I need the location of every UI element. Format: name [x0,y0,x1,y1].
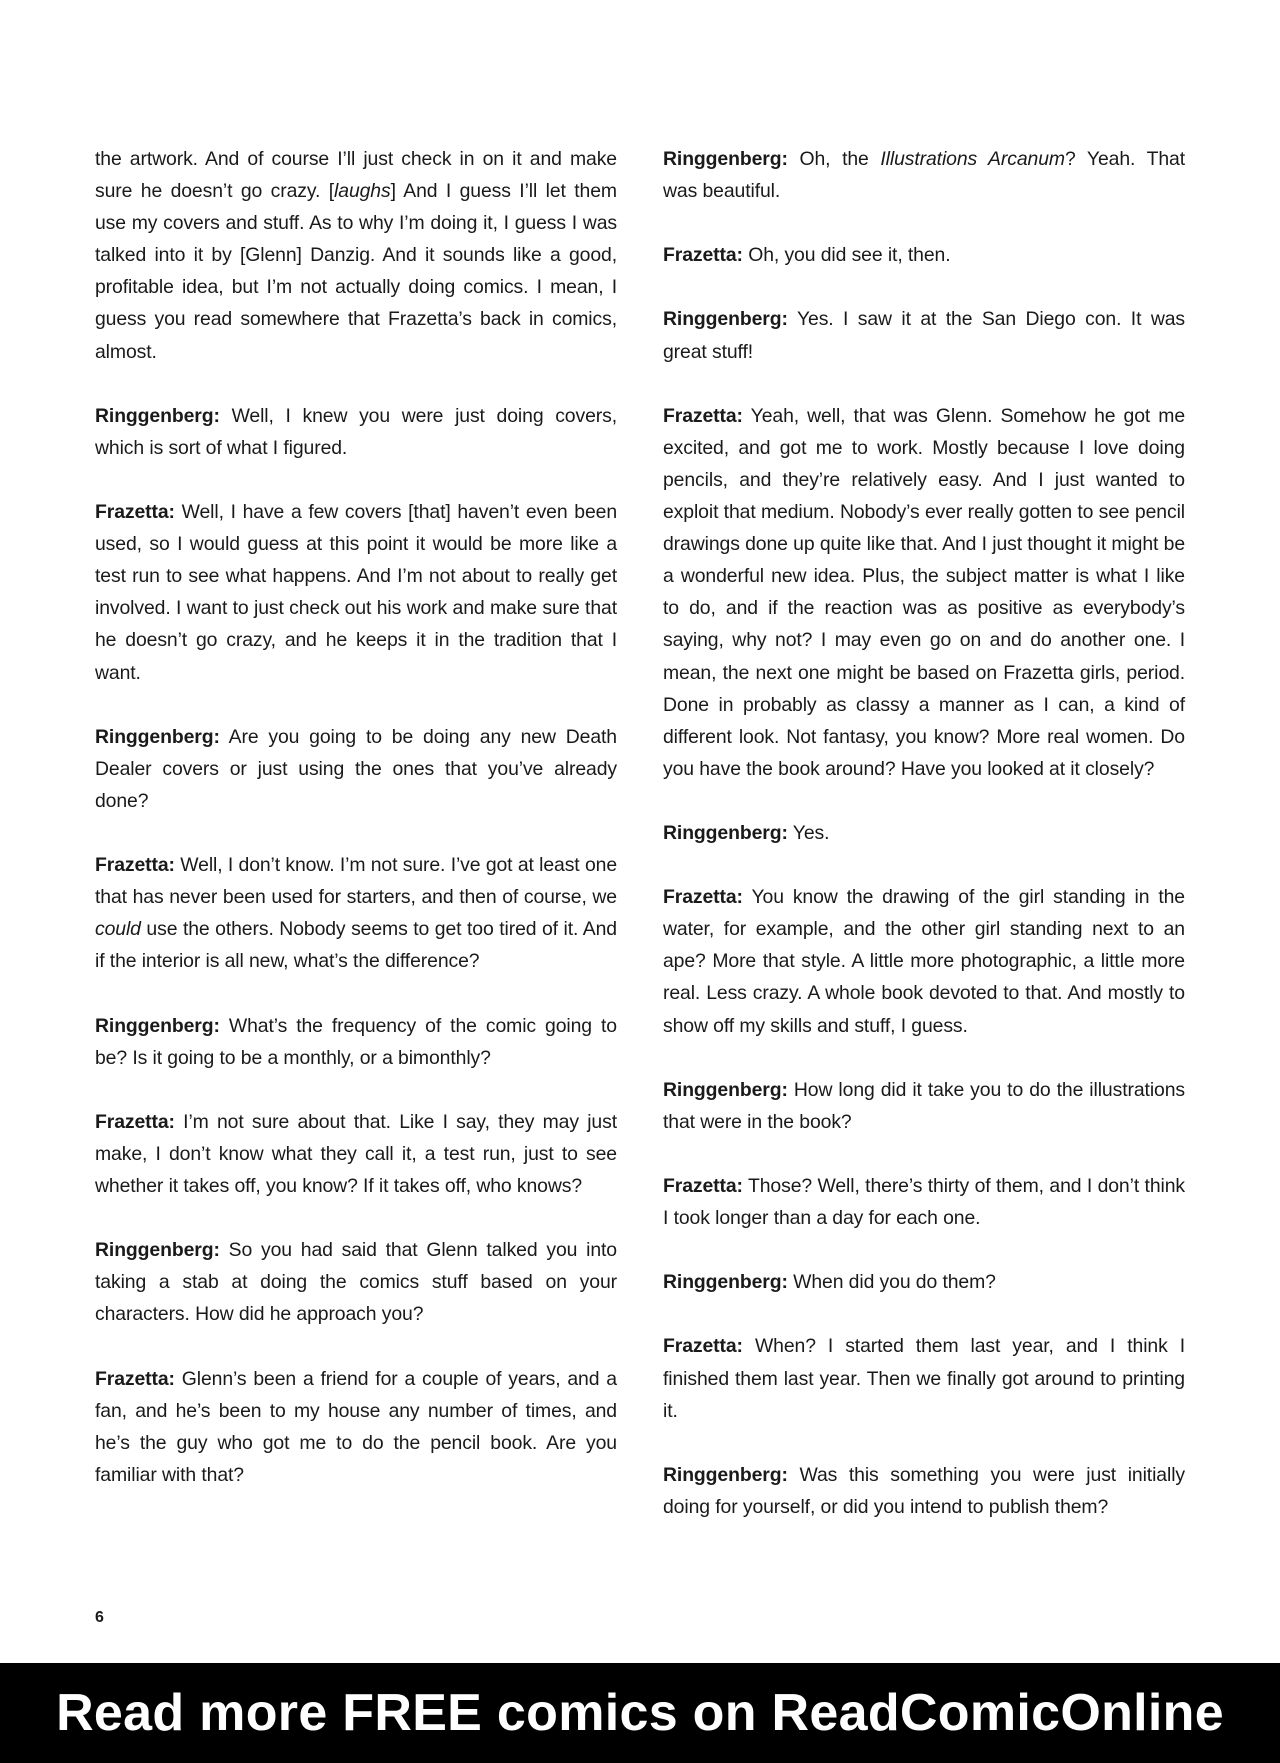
interview-paragraph [663,303,1185,367]
speaker-name: Frazetta: [663,1175,743,1197]
paragraph-text: ] And I guess I’ll let them use my covers and stuff. As to why I’m doing it, I guess I was talked into it by [Glenn] Danzig. And it sounds like a good, profitable idea, but I’m not actually doing comics. I mean, I guess you read somewhere that Frazetta’s back in comics, almost. [95,180,617,363]
paragraph-text: I’m not sure about that. Like I say, they may just make, I don’t know what they call it, a test run, just to see whether it takes off, you know? If it takes off, who knows? [95,1110,617,1197]
speaker-name: Frazetta: [95,1367,175,1390]
paragraph-text: Yes. [792,821,830,844]
interview-paragraph [663,1266,1185,1298]
left-column [95,143,617,1523]
speaker-name: Frazetta: [95,854,175,877]
interview-paragraph [95,721,617,817]
interview-paragraph [663,817,1185,849]
paragraph-text: Oh, the [799,148,881,170]
promo-banner[interactable]: Read more FREE comics on ReadComicOnline [0,1663,1280,1763]
paragraph-text: Yeah, well, that was Glenn. Somehow he got me excited, and got me to work. Mostly because I love doing pencils, and they’re relatively easy. And I just wanted to exploit that medium. Nobody’s ever really gotten to see pencil drawings done up quite like that. And I just thought it might be a wonderful new idea. Plus, the subject matter is what I like to do, and if the reaction was as positive as everybody’s saying, why not? I may even go on and do another one. I mean, the next one might be based on Frazetta girls, period. Done in probably as classy a manner as I can, a kind of different look. Not fantasy, you know? More real women. Do you have the book around? Have you looked at it closely? [663,404,1185,780]
interview-paragraph [663,1170,1185,1234]
speaker-name: Ringgenberg: [663,1271,788,1294]
speaker-name: Ringgenberg: [663,1078,788,1101]
speaker-name: Frazetta: [663,1335,743,1358]
paragraph-text: Oh, you did see it, then. [748,244,951,267]
interview-paragraph [663,239,1185,271]
speaker-name: Frazetta: [95,1110,175,1133]
interview-paragraph [663,881,1185,1041]
paragraph-text: the artwork. And of course I’ll just check in on it and make sure he doesn’t go crazy. [ [95,148,617,203]
speaker-name: Frazetta: [663,244,743,267]
speaker-name: Ringgenberg: [95,1014,220,1037]
interview-paragraph [663,1074,1185,1138]
paragraph-text: When did you do them? [793,1271,996,1294]
speaker-name: Frazetta: [663,404,743,427]
interview-paragraph [663,400,1185,785]
paragraph-text: Well, I knew you were just doing covers, which is sort of what I figured. [95,404,618,459]
paragraph-text: Are you going to be doing any new Death Dealer covers or just using the ones that you’ve already done? [95,725,617,812]
interview-paragraph [663,1330,1185,1426]
interview-paragraph [95,1363,617,1491]
italic-text: laughs [334,180,391,203]
speaker-name: Ringgenberg: [663,308,788,331]
italic-text: could [95,918,141,941]
interview-paragraph [663,1459,1185,1523]
italic-text: Illustrations Arcanum [880,148,1065,170]
paragraph-text: Yes. I saw it at the San Diego con. It was great stuff! [663,308,1186,363]
paragraph-text: Glenn’s been a friend for a couple of years, and a fan, and he’s been to my house any number of times, and he’s the guy who got me to do the pencil book. Are you familiar with that? [95,1367,617,1486]
paragraph-text: What’s the frequency of the comic going to be? Is it going to be a monthly, or a bimonthly? [95,1014,617,1069]
paragraph-text: How long did it take you to do the illustrations that were in the book? [663,1078,1185,1133]
speaker-name: Ringgenberg: [663,1463,788,1486]
interview-paragraph [95,400,617,464]
paragraph-text: Well, I have a few covers [that] haven’t even been used, so I would guess at this point it would be more like a test run to see what happens. And I’m not about to really get involved. I want to just check out his work and make sure that he doesn’t go crazy, and he keeps it in the tradition that I want. [95,501,617,684]
interview-paragraph [95,849,617,977]
speaker-name: Ringgenberg: [95,725,220,748]
paragraph-text: So you had said that Glenn talked you into taking a stab at doing the comics stuff based on your characters. How did he approach you? [95,1239,617,1326]
speaker-name: Ringgenberg: [663,148,788,170]
interview-paragraph [663,143,1185,207]
paragraph-text: ? Yeah. That was beautiful. [663,148,1185,203]
interview-paragraph [95,496,617,689]
interview-paragraph [95,143,617,368]
paragraph-text: You know the drawing of the girl standing in the water, for example, and the other girl standing next to an ape? More that style. A little more photographic, a little more real. Less crazy. A whole book devoted to that. And mostly to show off my skills and stuff, I guess. [663,886,1185,1037]
speaker-name: Ringgenberg: [95,1239,220,1262]
paragraph-text: When? I started them last year, and I think I finished them last year. Then we finally got around to printing it. [663,1335,1185,1422]
speaker-name: Ringgenberg: [663,821,788,844]
interview-paragraph [95,1234,617,1330]
interview-paragraph [95,1010,617,1074]
paragraph-text: Was this something you were just initially doing for yourself, or did you intend to publish them? [663,1463,1186,1518]
right-column [663,143,1185,1555]
speaker-name: Ringgenberg: [95,404,220,427]
page-number: 6 [95,1609,104,1626]
speaker-name: Frazetta: [95,501,175,524]
interview-paragraph [95,1106,617,1202]
speaker-name: Frazetta: [663,886,743,909]
paragraph-text: use the others. Nobody seems to get too tired of it. And if the interior is all new, what’s the difference? [95,918,617,973]
paragraph-text: Well, I don’t know. I’m not sure. I’ve got at least one that has never been used for starters, and then of course, we [95,854,617,909]
paragraph-text: Those? Well, there’s thirty of them, and I don’t think I took longer than a day for each one. [663,1175,1185,1230]
